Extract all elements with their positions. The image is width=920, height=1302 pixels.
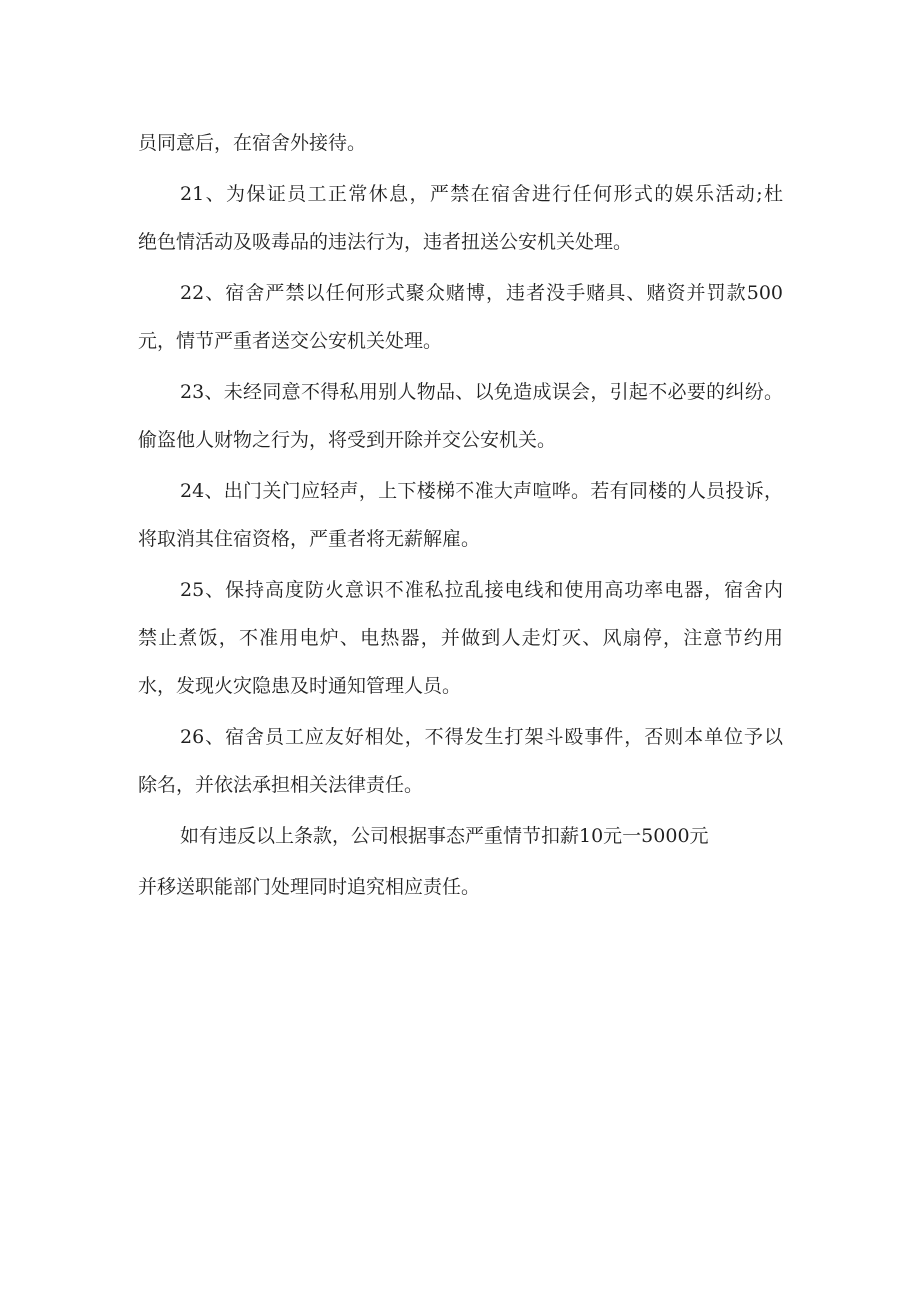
text-line: 水，发现火灾隐患及时通知管理人员。	[138, 675, 462, 697]
text-line: 禁止煮饭，不准用电炉、电热器，并做到人走灯灭、风扇停，注意节约用	[138, 627, 783, 649]
paragraph-rule-23	[138, 368, 783, 464]
paragraph-penalty-clause	[138, 812, 783, 860]
paragraph-rule-25	[138, 566, 783, 710]
text-line: 26、宿舍员工应友好相处，不得发生打架斗殴事件，否则本单位予以	[180, 726, 783, 748]
paragraph-rule-22	[138, 269, 783, 365]
text-line: 员同意后，在宿舍外接待。	[138, 132, 367, 154]
text-line: 偷盗他人财物之行为，将受到开除并交公安机关。	[138, 429, 557, 451]
text-line: 将取消其住宿资格，严重者将无薪解雇。	[138, 528, 481, 550]
paragraph-penalty-continuation	[138, 863, 783, 911]
text-line: 如有违反以上条款，公司根据事态严重情节扣薪10元一5000元	[180, 825, 709, 847]
document-body	[138, 119, 783, 914]
text-line: 22、宿舍严禁以任何形式聚众赌博，违者没手赌具、赌资并罚款500	[180, 282, 783, 304]
paragraph-rule-21	[138, 170, 783, 266]
paragraph-rule-24	[138, 467, 783, 563]
text-line: 23、未经同意不得私用别人物品、以免造成误会，引起不必要的纠纷。	[180, 381, 783, 403]
paragraph-rule-26	[138, 713, 783, 809]
text-line: 绝色情活动及吸毒品的违法行为，违者扭送公安机关处理。	[138, 231, 633, 253]
text-line: 并移送职能部门处理同时追究相应责任。	[138, 876, 481, 898]
paragraph-continuation	[138, 119, 783, 167]
text-line: 除名，并依法承担相关法律责任。	[138, 774, 424, 796]
text-line: 25、保持高度防火意识不准私拉乱接电线和使用高功率电器，宿舍内	[180, 579, 783, 601]
text-line: 元，情节严重者送交公安机关处理。	[138, 330, 443, 352]
text-line: 24、出门关门应轻声，上下楼梯不准大声喧哗。若有同楼的人员投诉，	[180, 480, 783, 502]
text-line: 21、为保证员工正常休息，严禁在宿舍进行任何形式的娱乐活动;杜	[180, 183, 783, 205]
